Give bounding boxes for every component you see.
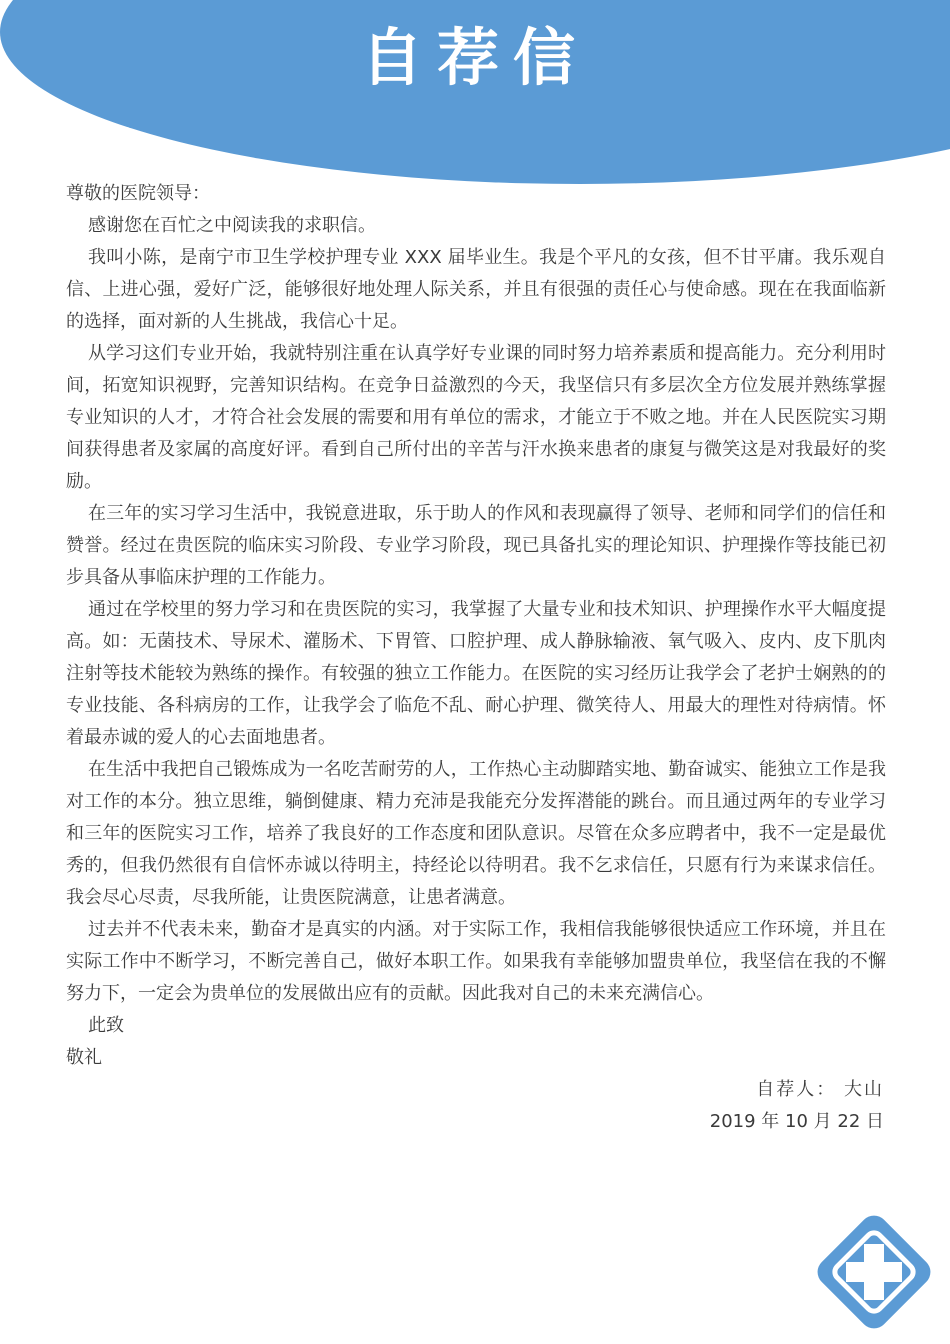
paragraph-intro: 我叫小陈，是南宁市卫生学校护理专业 XXX 届毕业生。我是个平凡的女孩，但不甘平庸。我乐观自信、上进心强，爱好广泛，能够很好地处理人际关系，并且有很强的责任心与使命感。现在在我面临新的选择，面对新的人生挑战，我信心十足。	[66, 247, 886, 332]
closing-line-1: 此致	[88, 1015, 124, 1036]
paragraph-character: 在生活中我把自己锻炼成为一名吃苦耐劳的人，工作热心主动脚踏实地、勤奋诚实、能独立工作是我对工作的本分。独立思维，躺倒健康、精力充沛是我能充分发挥潜能的跳台。而且通过两年的专业学习和三年的医院实习工作，培养了我良好的工作态度和团队意识。尽管在众多应聘者中，我不一定是最优秀的，但我仍然很有自信怀赤诚以待明主，持经论以待明君。我不乞求信任，只愿有行为来谋求信任。我会尽心尽责，尽我所能，让贵医院满意，让患者满意。	[66, 759, 886, 908]
page-title: 自荐信	[360, 21, 589, 94]
signature-block	[710, 1074, 884, 1138]
signer-name: 自荐人： 大山	[756, 1079, 884, 1100]
closing-line-2: 敬礼	[66, 1047, 102, 1068]
signature-date: 2019 年 10 月 22 日	[709, 1111, 884, 1132]
salutation: 尊敬的医院领导：	[66, 183, 210, 204]
paragraph-study: 从学习这们专业开始，我就特别注重在认真学好专业课的同时努力培养素质和提高能力。充分利用时间，拓宽知识视野，完善知识结构。在竞争日益激烈的今天，我坚信只有多层次全方位发展并熟练掌握专业知识的人才，才符合社会发展的需要和用有单位的需求，才能立于不败之地。并在人民医院实习期间获得患者及家属的高度好评。看到自己所付出的辛苦与汗水换来患者的康复与微笑这是对我最好的奖励。	[66, 343, 886, 492]
paragraph-thanks: 感谢您在百忙之中阅读我的求职信。	[88, 215, 376, 236]
letter-body	[66, 178, 886, 1074]
paragraph-internship: 在三年的实习学习生活中，我锐意进取，乐于助人的作风和表现赢得了领导、老师和同学们的信任和赞誉。经过在贵医院的临床实习阶段、专业学习阶段，现已具备扎实的理论知识、护理操作等技能已初步具备从事临床护理的工作能力。	[66, 503, 886, 588]
paragraph-skills: 通过在学校里的努力学习和在贵医院的实习，我掌握了大量专业和技术知识、护理操作水平大幅度提高。如：无菌技术、导尿术、灌肠术、下胃管、口腔护理、成人静脉输液、氧气吸入、皮内、皮下肌肉注射等技术能较为熟练的操作。有较强的独立工作能力。在医院的实习经历让我学会了老护士娴熟的的专业技能、各科病房的工作，让我学会了临危不乱、耐心护理、微笑待人、用最大的理性对待病情。怀着最赤诚的爱人的心去面地患者。	[66, 599, 886, 748]
paragraph-future: 过去并不代表未来，勤奋才是真实的内涵。对于实际工作，我相信我能够很快适应工作环境，并且在实际工作中不断学习，不断完善自己，做好本职工作。如果我有幸能够加盟贵单位，我坚信在我的不懈努力下，一定会为贵单位的发展做出应有的贡献。因此我对自己的未来充满信心。	[66, 919, 886, 1004]
medical-cross-icon	[816, 1214, 932, 1330]
